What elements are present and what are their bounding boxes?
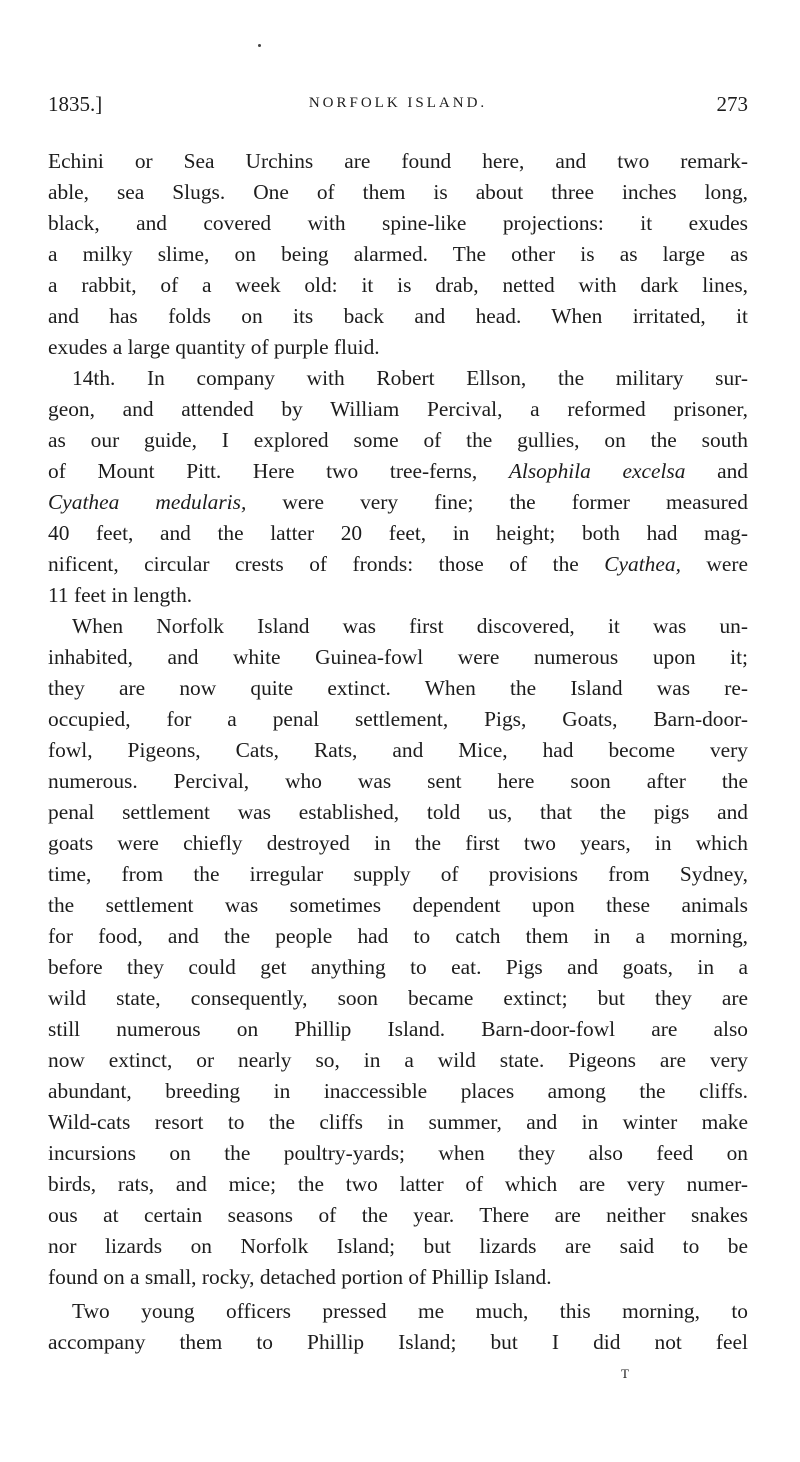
text-line: nor lizards on Norfolk Island; but lizards are said to be: [48, 1234, 748, 1258]
text-line: now extinct, or nearly so, in a wild state. Pigeons are very: [48, 1048, 748, 1072]
text-line: fowl, Pigeons, Cats, Rats, and Mice, had become very: [48, 738, 748, 762]
text-line: geon, and attended by William Percival, a reformed prisoner,: [48, 397, 748, 421]
running-header: [48, 92, 748, 122]
text-line: before they could get anything to eat. Pigs and goats, in a: [48, 955, 748, 979]
text-line: Wild-cats resort to the cliffs in summer, and in winter make: [48, 1110, 748, 1134]
text-run: nificent, circular crests of fronds: those of the: [48, 552, 605, 576]
text-run: were: [680, 552, 748, 576]
text-line: 11 feet in length.: [48, 583, 193, 607]
text-line: wild state, consequently, soon became extinct; but they are: [48, 986, 748, 1010]
text-line: ous at certain seasons of the year. There are neither snakes: [48, 1203, 748, 1227]
text-line: 40 feet, and the latter 20 feet, in height; both had mag-: [48, 521, 748, 545]
text-line: numerous. Percival, who was sent here soon after the: [48, 769, 748, 793]
text-line: the settlement was sometimes dependent upon these animals: [48, 893, 748, 917]
text-line: incursions on the poultry-yards; when they also feed on: [48, 1141, 748, 1165]
paragraph-3: [48, 611, 748, 1293]
text-line: found on a small, rocky, detached portion of Phillip Island.: [48, 1265, 552, 1289]
text-line: as our guide, I explored some of the gullies, on the south: [48, 428, 748, 452]
species-name: Alsophila excelsa: [508, 459, 686, 483]
page-body: [48, 146, 748, 1358]
text-line: 14th. In company with Robert Ellson, the military sur-: [72, 366, 748, 390]
text-line: Two young officers pressed me much, this morning, to: [72, 1299, 748, 1323]
species-name: Cyathea medularis,: [48, 490, 247, 514]
text-line: a rabbit, of a week old: it is drab, netted with dark lines,: [48, 273, 748, 297]
paragraph-2: [48, 363, 748, 611]
text-line: accompany them to Phillip Island; but I did not feel: [48, 1330, 748, 1354]
paragraph-1: [48, 146, 748, 363]
text-line: for food, and the people had to catch them in a morning,: [48, 924, 748, 948]
text-line: black, and covered with spine-like projections: it exudes: [48, 211, 748, 235]
species-name: Cyathea,: [604, 552, 681, 576]
text-line: penal settlement was established, told us, that the pigs and: [48, 800, 748, 824]
text-line: and has folds on its back and head. When irritated, it: [48, 304, 748, 328]
text-line: When Norfolk Island was first discovered, it was un-: [72, 614, 748, 638]
text-line: birds, rats, and mice; the two latter of which are very numer-: [48, 1172, 748, 1196]
text-run: of Mount Pitt. Here two tree-ferns,: [48, 459, 509, 483]
text-line: goats were chiefly destroyed in the first two years, in which: [48, 831, 748, 855]
text-line: abundant, breeding in inaccessible places among the cliffs.: [48, 1079, 748, 1103]
text-line: a milky slime, on being alarmed. The other is as large as: [48, 242, 748, 266]
text-line: occupied, for a penal settlement, Pigs, Goats, Barn-door-: [48, 707, 748, 731]
signature-mark: T: [621, 1366, 629, 1381]
page-number: 273: [716, 92, 748, 116]
text-run: and: [685, 459, 748, 483]
text-line: exudes a large quantity of purple fluid.: [48, 335, 380, 359]
ink-speck: [258, 44, 261, 47]
book-page: [48, 0, 748, 1462]
paragraph-4: [48, 1296, 748, 1358]
header-year: 1835.]: [48, 92, 103, 116]
text-line: they are now quite extinct. When the Island was re-: [48, 676, 748, 700]
text-line: time, from the irregular supply of provisions from Sydney,: [48, 862, 748, 886]
text-line: [48, 549, 748, 580]
text-line: able, sea Slugs. One of them is about three inches long,: [48, 180, 748, 204]
text-line: inhabited, and white Guinea-fowl were numerous upon it;: [48, 645, 748, 669]
text-line: still numerous on Phillip Island. Barn-door-fowl are also: [48, 1017, 748, 1041]
text-line: Echini or Sea Urchins are found here, and two remark-: [48, 149, 748, 173]
text-line: [48, 487, 748, 518]
text-line: [48, 456, 748, 487]
text-run: were very fine; the former measured: [246, 490, 748, 514]
header-title: NORFOLK ISLAND.: [308, 95, 488, 111]
